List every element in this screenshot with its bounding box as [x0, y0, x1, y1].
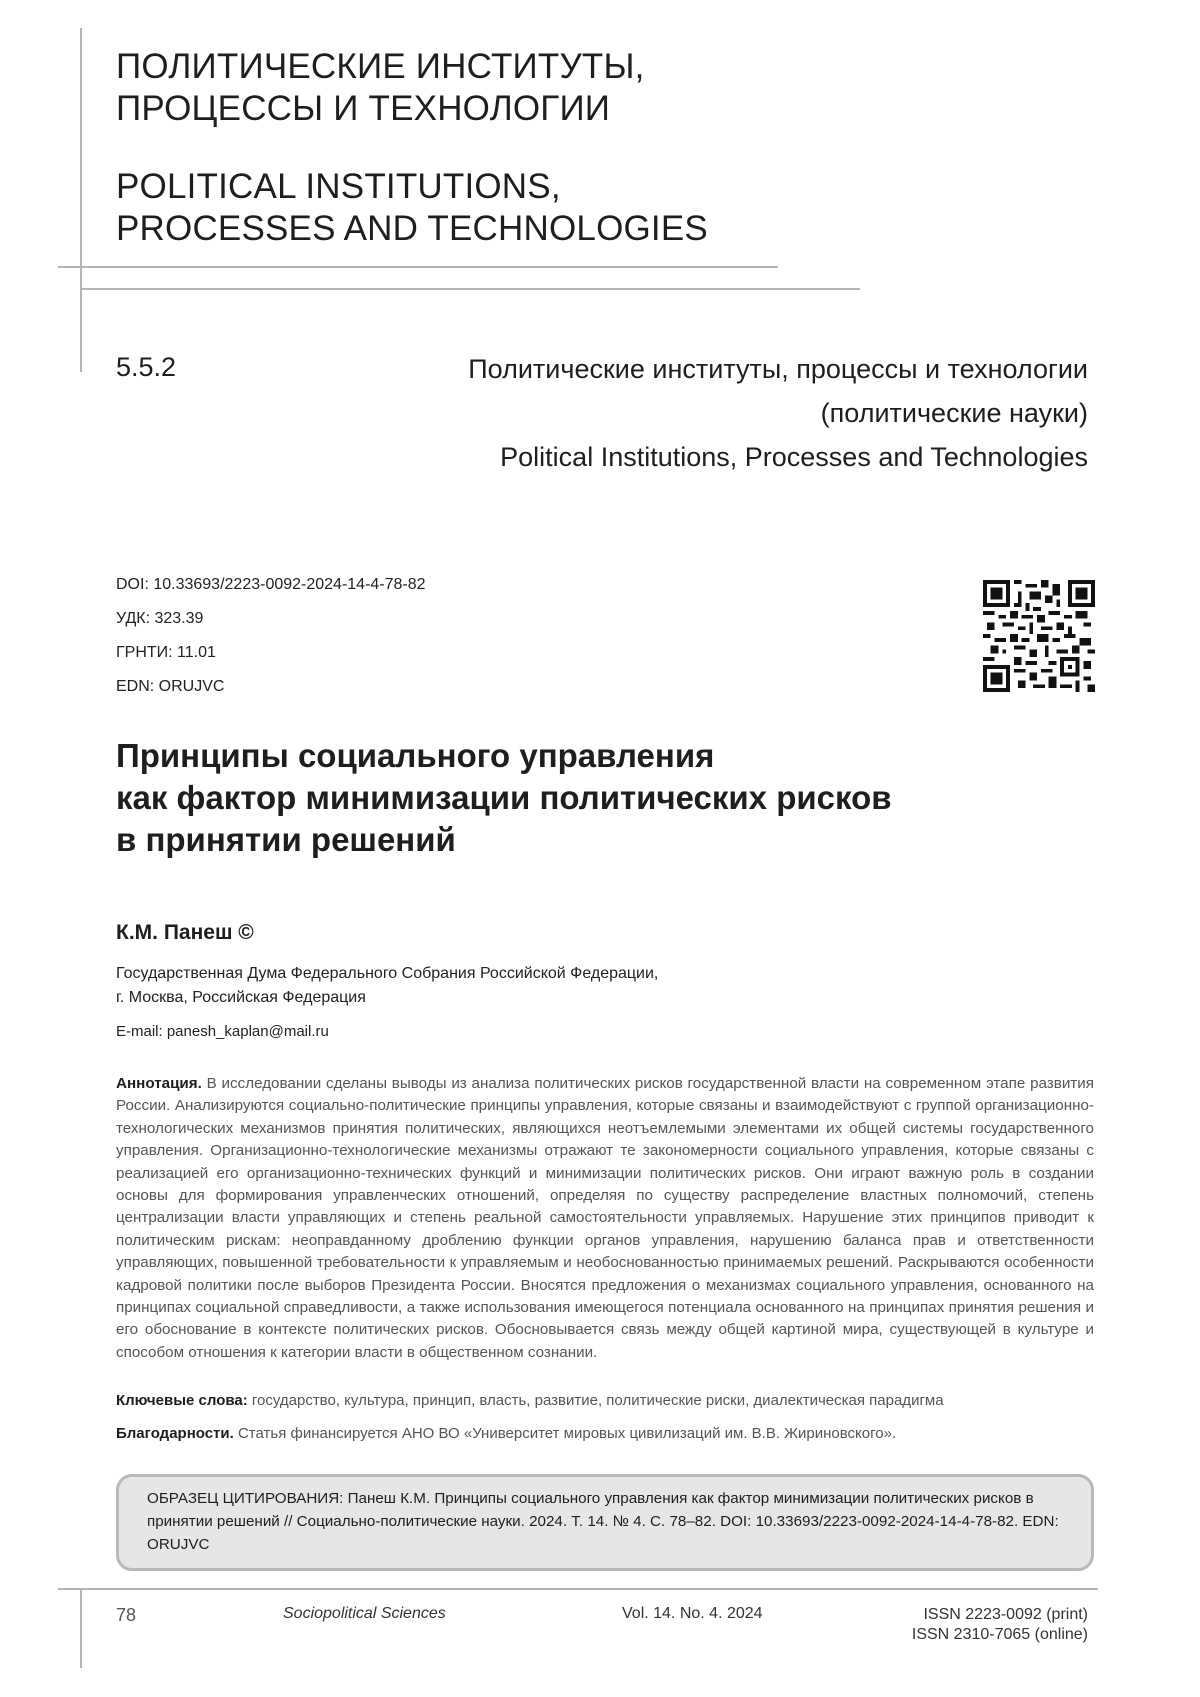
- article-title-line1: Принципы социального управления: [116, 737, 715, 774]
- keywords-text: государство, культура, принцип, власть, развитие, политические риски, диалектическая парадигма: [251, 1392, 944, 1409]
- author-affiliation: [116, 962, 816, 1010]
- footer-page-number: 78: [116, 1605, 137, 1625]
- section-title-en-line1: POLITICAL INSTITUTIONS,: [116, 167, 561, 206]
- doi[interactable]: DOI: 10.33693/2223-0092-2024-14-4-78-82: [116, 576, 426, 593]
- footer-issn-print: ISSN 2223-0092 (print): [923, 1606, 1088, 1623]
- edn: EDN: ORUJVC: [116, 678, 225, 695]
- keywords: [116, 1392, 1094, 1409]
- left-vertical-rule-bottom: [80, 1588, 82, 1668]
- article-title: [116, 735, 1066, 861]
- affiliation-line1: Государственная Дума Федерального Собрания Российской Федерации,: [116, 965, 659, 982]
- section-title-en-line2: PROCESSES AND TECHNOLOGIES: [116, 209, 708, 248]
- footer-issn: [912, 1605, 1088, 1645]
- affiliation-line2: г. Москва, Российская Федерация: [116, 989, 366, 1006]
- specialty-ru-line2: (политические науки): [820, 398, 1088, 428]
- grnti: ГРНТИ: 11.01: [116, 644, 216, 661]
- qr-code-icon[interactable]: [983, 580, 1095, 692]
- author-name: К.М. Панеш ©: [116, 921, 254, 944]
- abstract-text: В исследовании сделаны выводы из анализа политических рисков государственной власти на современном этапе развития России. Анализируются социально-политические принципы управления, которые связаны и взаимодействуют с группой организационно-технологических механизмов принятия политических, являющихся неотъемлемыми элементами их общей системы государственного управления. Организационно-технологические механизмы отражают те закономерности социального управления, которые связаны с реализацией его организационно-технических функций и минимизации политических рисков. Они играют важную роль в создании основы для формирования управленческих отношений, определяя по существу распределение властных полномочий, степень централизации власти управляющих и степень реальной самостоятельности управляемых. Нарушение этих принципов приводит к политическим рискам: неоправданному дроблению функции органов управления, нарушению баланса прав и ответственности управляющих, повышенной требовательности к управляемым и необоснованностью принимаемых решений. Раскрываются особенности кадровой политики после выборов Президента России. Вносятся предложения о механизмах социального управления, основанного на принципах социальной справедливости, а также использования имеющегося потенциала основанного на принципах принятия решения и его обоснование в контексте политических рисков. Обосновывается связь между общей картиной мира, существующей в культуре и способом отношения к категории власти в общественном сознании.: [116, 1075, 1094, 1361]
- udk: УДК: 323.39: [116, 610, 204, 627]
- article-title-line3: в принятии решений: [116, 821, 456, 858]
- acknowledgments-text: Статья финансируется АНО ВО «Университет мировых цивилизаций им. В.В. Жириновского».: [237, 1425, 897, 1442]
- section-title-en: [116, 166, 708, 250]
- specialty-en: Political Institutions, Processes and Technologies: [500, 442, 1088, 472]
- section-title-ru-line1: ПОЛИТИЧЕСКИЕ ИНСТИТУТЫ,: [116, 47, 645, 86]
- footer-issn-online: ISSN 2310-7065 (online): [911, 1626, 1088, 1643]
- footer-volume: Vol. 14. No. 4. 2024: [622, 1605, 763, 1622]
- footer-rule: [58, 1588, 1098, 1590]
- acknowledgments: [116, 1425, 1094, 1442]
- footer-journal-name: Sociopolitical Sciences: [283, 1605, 446, 1622]
- acknowledgments-label: Благодарности.: [116, 1425, 234, 1442]
- article-title-line2: как фактор минимизации политических рисков: [116, 779, 892, 816]
- horizontal-rule-long: [58, 266, 778, 268]
- abstract: [116, 1073, 1094, 1364]
- section-title-ru: [116, 46, 645, 130]
- citation-box: [116, 1474, 1094, 1571]
- specialty-code: 5.5.2: [116, 352, 177, 382]
- specialty-ru-line1: Политические институты, процессы и технологии: [468, 354, 1088, 384]
- citation-text: ОБРАЗЕЦ ЦИТИРОВАНИЯ: Панеш К.М. Принципы социального управления как фактор минимизации политических рисков в принятии решений // Социально-политические науки. 2024. Т. 14. № 4. С. 78–82. DOI: 10.33693/2223-0092-2024-14-4-78-82. EDN: ORUJVC: [147, 1490, 1059, 1553]
- author-email[interactable]: E-mail: panesh_kaplan@mail.ru: [116, 1023, 329, 1040]
- left-vertical-rule-top: [80, 28, 82, 372]
- keywords-label: Ключевые слова:: [116, 1392, 248, 1409]
- horizontal-rule-short: [80, 288, 860, 290]
- abstract-label: Аннотация.: [116, 1075, 202, 1092]
- section-title-ru-line2: ПРОЦЕССЫ И ТЕХНОЛОГИИ: [116, 89, 611, 128]
